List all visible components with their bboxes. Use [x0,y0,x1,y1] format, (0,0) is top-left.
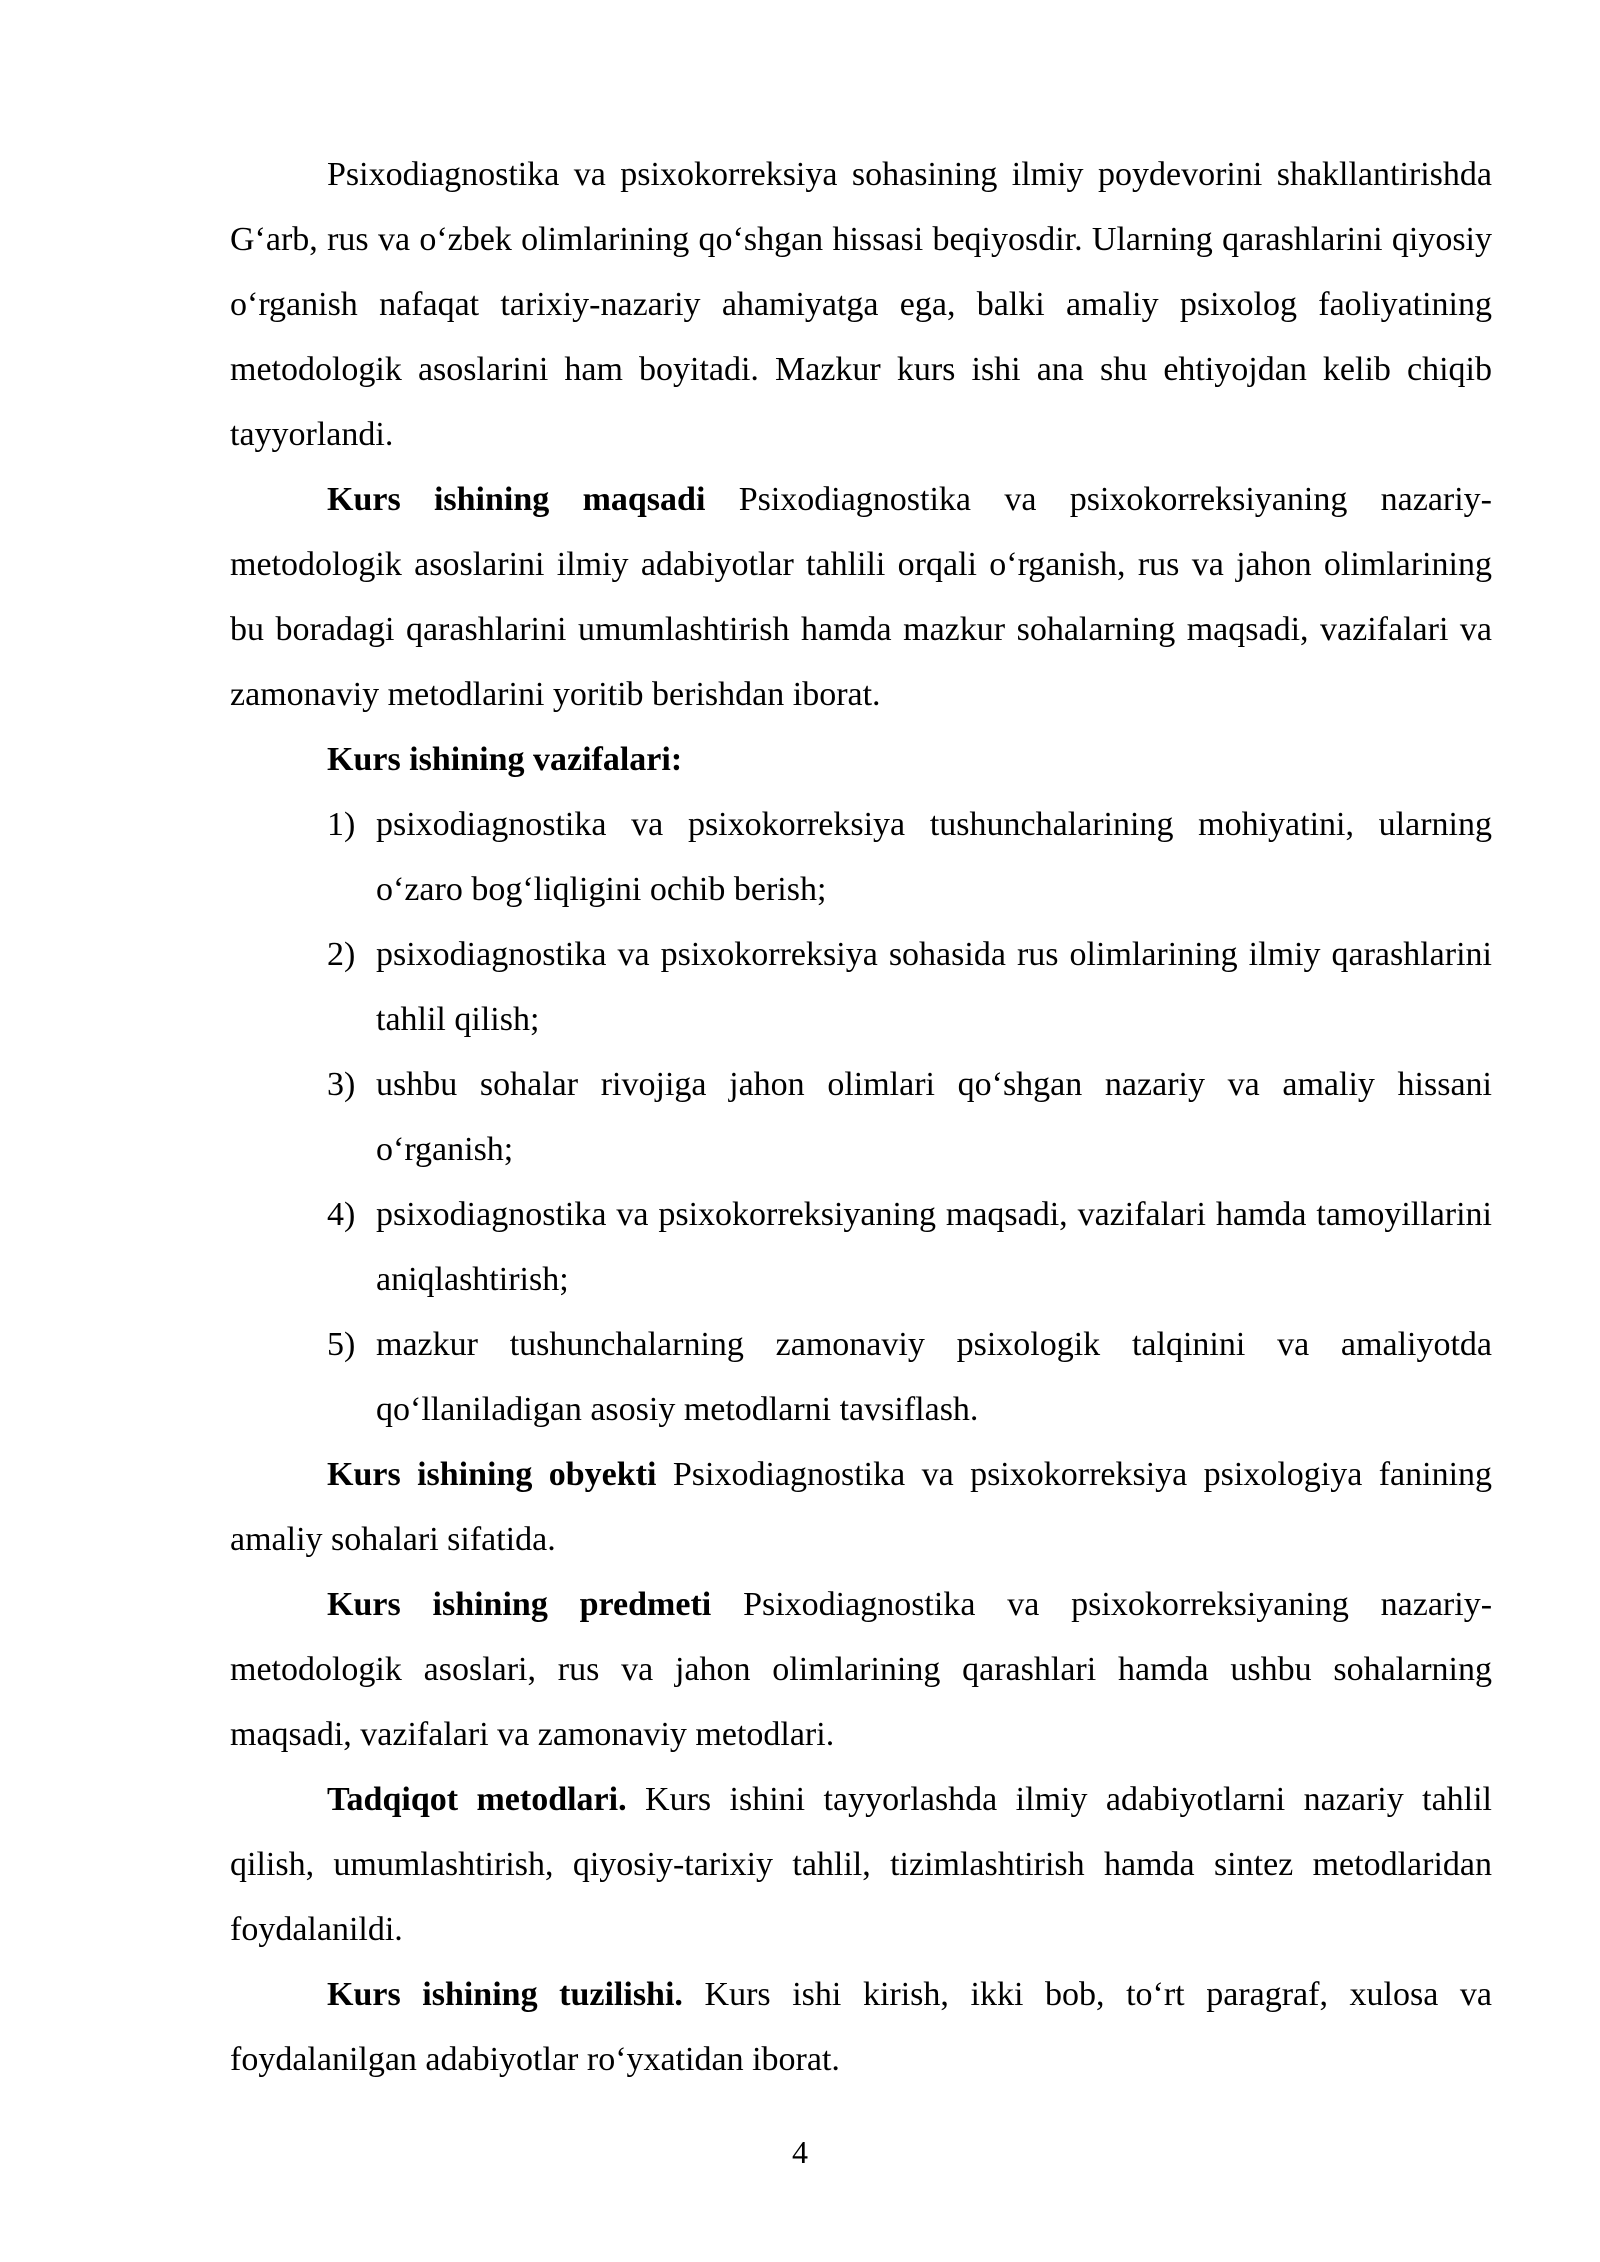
subject-label: Kurs ishining predmeti [327,1586,712,1623]
task-item-4 [230,1182,1492,1312]
intro-paragraph: Psixodiagnostika va psixokorreksiya sohasining ilmiy poydevorini shakllantirishda G‘arb, rus va o‘zbek olimlarining qo‘shgan hissasi beqiyosdir. Ularning qarashlarini qiyosiy o‘rganish nafaqat tarixiy-nazariy ahamiyatga ega, balki amaliy psixolog faoliyatining metodologik asoslarini ham boyitadi. Mazkur kurs ishi ana shu ehtiyojdan kelib chiqib tayyorlandi. [230,156,1492,453]
task-text: psixodiagnostika va psixokorreksiyaning maqsadi, vazifalari hamda tamoyillarini aniqlashtirish; [376,1196,1492,1298]
task-item-3 [230,1052,1492,1182]
subject-text: Psixodiagnostika va psixokorreksiyaning nazariy-metodologik asoslari, rus va jahon olimlarining qarashlari hamda ushbu sohalarning maqsadi, vazifalari va zamonaviy metodlari. [230,1586,1493,1753]
task-number: 1) [327,806,356,843]
methods-label: Tadqiqot metodlari. [327,1781,627,1818]
task-text: mazkur tushunchalarning zamonaviy psixologik talqinini va amaliyotda qo‘llaniladigan asosiy metodlarni tavsiflash. [376,1326,1492,1428]
task-item-2 [230,922,1492,1052]
object-label: Kurs ishining obyekti [327,1456,657,1493]
task-text: psixodiagnostika va psixokorreksiya tushunchalarining mohiyatini, ularning o‘zaro bog‘liqligini ochib berish; [376,806,1492,908]
subject-paragraph [230,1572,1492,1767]
task-item-5 [230,1312,1492,1442]
structure-label: Kurs ishining tuzilishi. [327,1976,683,2013]
aim-label: Kurs ishining maqsadi [327,481,706,518]
object-paragraph [230,1442,1492,1572]
task-number: 4) [327,1196,356,1233]
methods-text: Kurs ishini tayyorlashda ilmiy adabiyotlarni nazariy tahlil qilish, umumlashtirish, qiyosiy-tarixiy tahlil, tizimlashtirish hamda sintez metodlaridan foydalanildi. [230,1781,1493,1948]
task-number: 5) [327,1326,356,1363]
page-number: 4 [792,2134,808,2170]
structure-paragraph [230,1962,1492,2092]
tasks-heading: Kurs ishining vazifalari: [327,741,683,778]
task-number: 3) [327,1066,356,1103]
aim-text: Psixodiagnostika va psixokorreksiyaning nazariy-metodologik asoslarini ilmiy adabiyotlar tahlili orqali o‘rganish, rus va jahon olimlarining bu boradagi qarashlarini umumlashtirish hamda mazkur sohalarning maqsadi, vazifalari va zamonaviy metodlarini yoritib berishdan iborat. [230,481,1492,713]
document-page [230,142,1492,2092]
task-text: psixodiagnostika va psixokorreksiya sohasida rus olimlarining ilmiy qarashlarini tahlil qilish; [376,936,1492,1038]
task-text: ushbu sohalar rivojiga jahon olimlari qo‘shgan nazariy va amaliy hissani o‘rganish; [376,1066,1492,1168]
task-number: 2) [327,936,356,973]
task-item-1 [230,792,1492,922]
aim-paragraph [230,467,1492,727]
structure-text: Kurs ishi kirish, ikki bob, to‘rt paragraf, xulosa va foydalanilgan adabiyotlar ro‘yxatidan iborat. [230,1976,1492,2078]
tasks-list [230,792,1492,1442]
object-text: Psixodiagnostika va psixokorreksiya psixologiya fanining amaliy sohalari sifatida. [230,1456,1493,1558]
methods-paragraph [230,1767,1492,1962]
